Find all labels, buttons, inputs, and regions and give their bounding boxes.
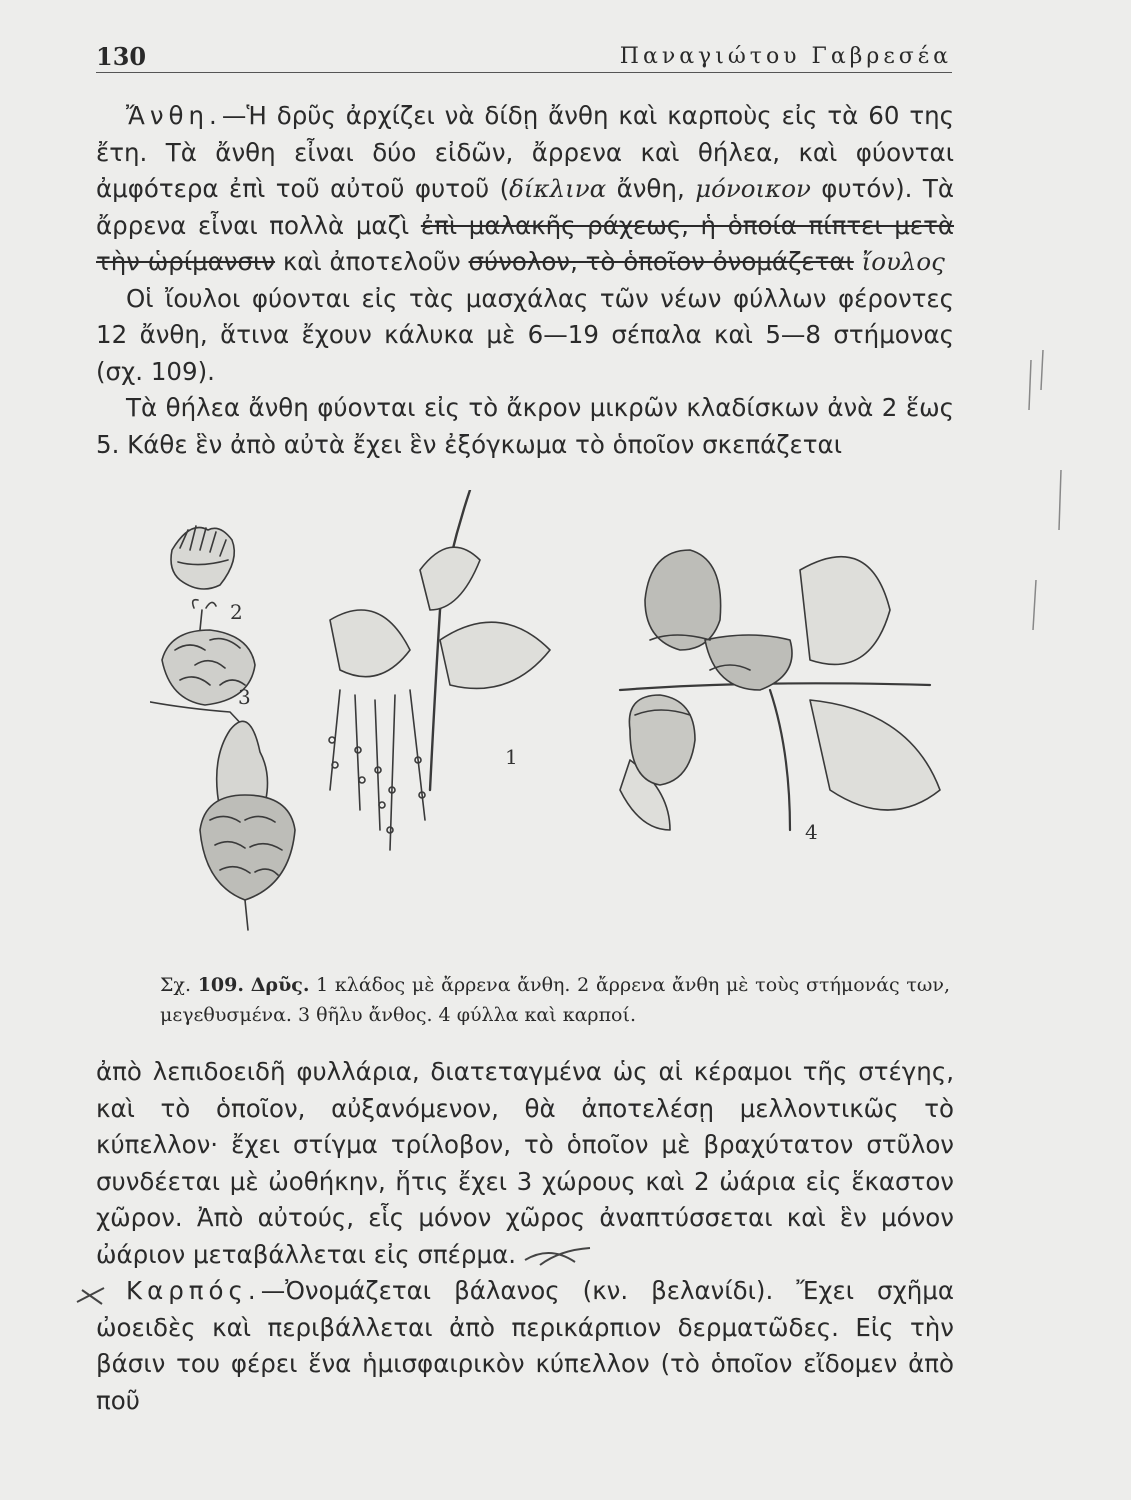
- figure-label-1: 1: [505, 745, 518, 769]
- figure-label-2: 2: [230, 600, 243, 624]
- oak-drawing: [150, 490, 970, 960]
- page-header: [96, 40, 952, 73]
- section-lead-fruit: Καρπός.: [126, 1276, 261, 1305]
- paragraph-ovary: ἀπὸ λεπιδοειδῆ φυλλάρια, διατεταγμένα ὡς αἱ κέραμοι τῆς στέγης, καὶ τὸ ὁποῖον, αὐξανόμενον, θὰ ἀποτελέσῃ μελλοντικῶς τὸ κύπελλον· ἔχει στίγμα τρίλοβον, τὸ ὁποῖον μὲ βραχύτατον στῦλον συνδέεται μὲ ὠοθήκην, ἥτις ἔχει 3 χώρους καὶ 2 ὠάρια εἰς ἕκαστον χῶρον. Ἀπὸ αὐτούς, εἷς μόνον χῶρος ἀναπτύσσεται καὶ ἓν μόνον ὠάριον μεταβάλλεται εἰς σπέρμα.: [96, 1057, 954, 1269]
- caption-number: 109.: [197, 974, 244, 996]
- bottom-text-block: [96, 1054, 954, 1419]
- caption-text: 1 κλάδος μὲ ἄρρενα ἄνθη. 2 ἄρρενα ἄνθη μὲ τοὺς στήμονάς των, μεγεθυσμένα. 3 θῆλυ ἄνθος. 4 φύλλα καὶ καρποί.: [160, 974, 950, 1026]
- figure-label-3: 3: [238, 685, 251, 709]
- male-flower-drawing: [171, 526, 234, 589]
- struck-text: ἐπὶ μαλακῆς ράχεως, ἡ ὁποία πίπτει μετὰ τὴν ὡρίμανσιν: [96, 210, 955, 276]
- caption-name: Δρῦς.: [250, 974, 310, 996]
- figure-caption: [160, 970, 950, 1030]
- page-number: 130: [96, 42, 147, 71]
- paragraph-female-flowers: Τὰ θήλεα ἄνθη φύονται εἰς τὸ ἄκρον μικρῶν κλαδίσκων ἀνὰ 2 ἕως 5. Κάθε ἓν ἀπὸ αὐτὰ ἔχει ἓν ἐξόγκωμα τὸ ὁποῖον σκεπάζεται: [96, 393, 954, 459]
- branch-with-catkins-drawing: [329, 490, 550, 850]
- figure-label-4: 4: [805, 820, 818, 844]
- handwritten-margin-mark: [72, 1280, 112, 1310]
- caption-prefix: Σχ.: [160, 974, 191, 996]
- paragraph-catkins: Οἱ ἴουλοι φύονται εἰς τὰς μασχάλας τῶν νέων φύλλων φέροντες 12 ἄνθη, ἅτινα ἔχουν κάλυκα μὲ 6—19 σέπαλα καὶ 5—8 στήμονας (σχ. 109).: [96, 283, 954, 386]
- handwritten-cross-mark: [520, 1240, 600, 1270]
- oak-illustration: [150, 490, 970, 960]
- section-lead-flowers: Ἄνθη.: [126, 101, 222, 130]
- struck-text: σύνολον, τὸ ὁποῖον ὀνομάζεται: [468, 247, 854, 276]
- top-text-block: [96, 98, 954, 463]
- margin-pencil-marks: [1021, 350, 1091, 750]
- paragraph-fruit: Καρπός.—Ὀνομάζεται βάλανος (κν. βελανίδι). Ἔχει σχῆμα ὠοειδὲς καὶ περιβάλλεται ἀπὸ περικάρπιον δερματῶδες. Εἰς τὴν βάσιν του φέρει ἕνα ἡμισφαιρικὸν κύπελλον (τὸ ὁποῖον εἴδομεν ἀπὸ ποῦ: [96, 1276, 954, 1415]
- acorn-drawing: [200, 721, 295, 930]
- running-head: Παναγιώτου Γαβρεσέα: [619, 44, 952, 69]
- paragraph-flowers: Ἄνθη.—Ἡ δρῦς ἀρχίζει νὰ δίδῃ ἄνθη καὶ καρποὺς εἰς τὰ 60 της ἔτη. Τὰ ἄνθη εἶναι δύο εἰδῶν, ἄρρενα καὶ θήλεα, καὶ φύονται ἀμφότερα ἐπὶ τοῦ αὐτοῦ φυτοῦ (δίκλινα ἄνθη, μόνοικον φυτόν). Τὰ ἄρρενα εἶναι πολλὰ μαζὶ ἐπὶ μαλακῆς ράχεως, ἡ ὁποία πίπτει μετὰ τὴν ὡρίμανσιν καὶ ἀποτελοῦν σύνολον, τὸ ὁποῖον ὀνομάζεται ἴουλος: [96, 101, 955, 276]
- leaves-and-acorns-drawing: [620, 550, 940, 830]
